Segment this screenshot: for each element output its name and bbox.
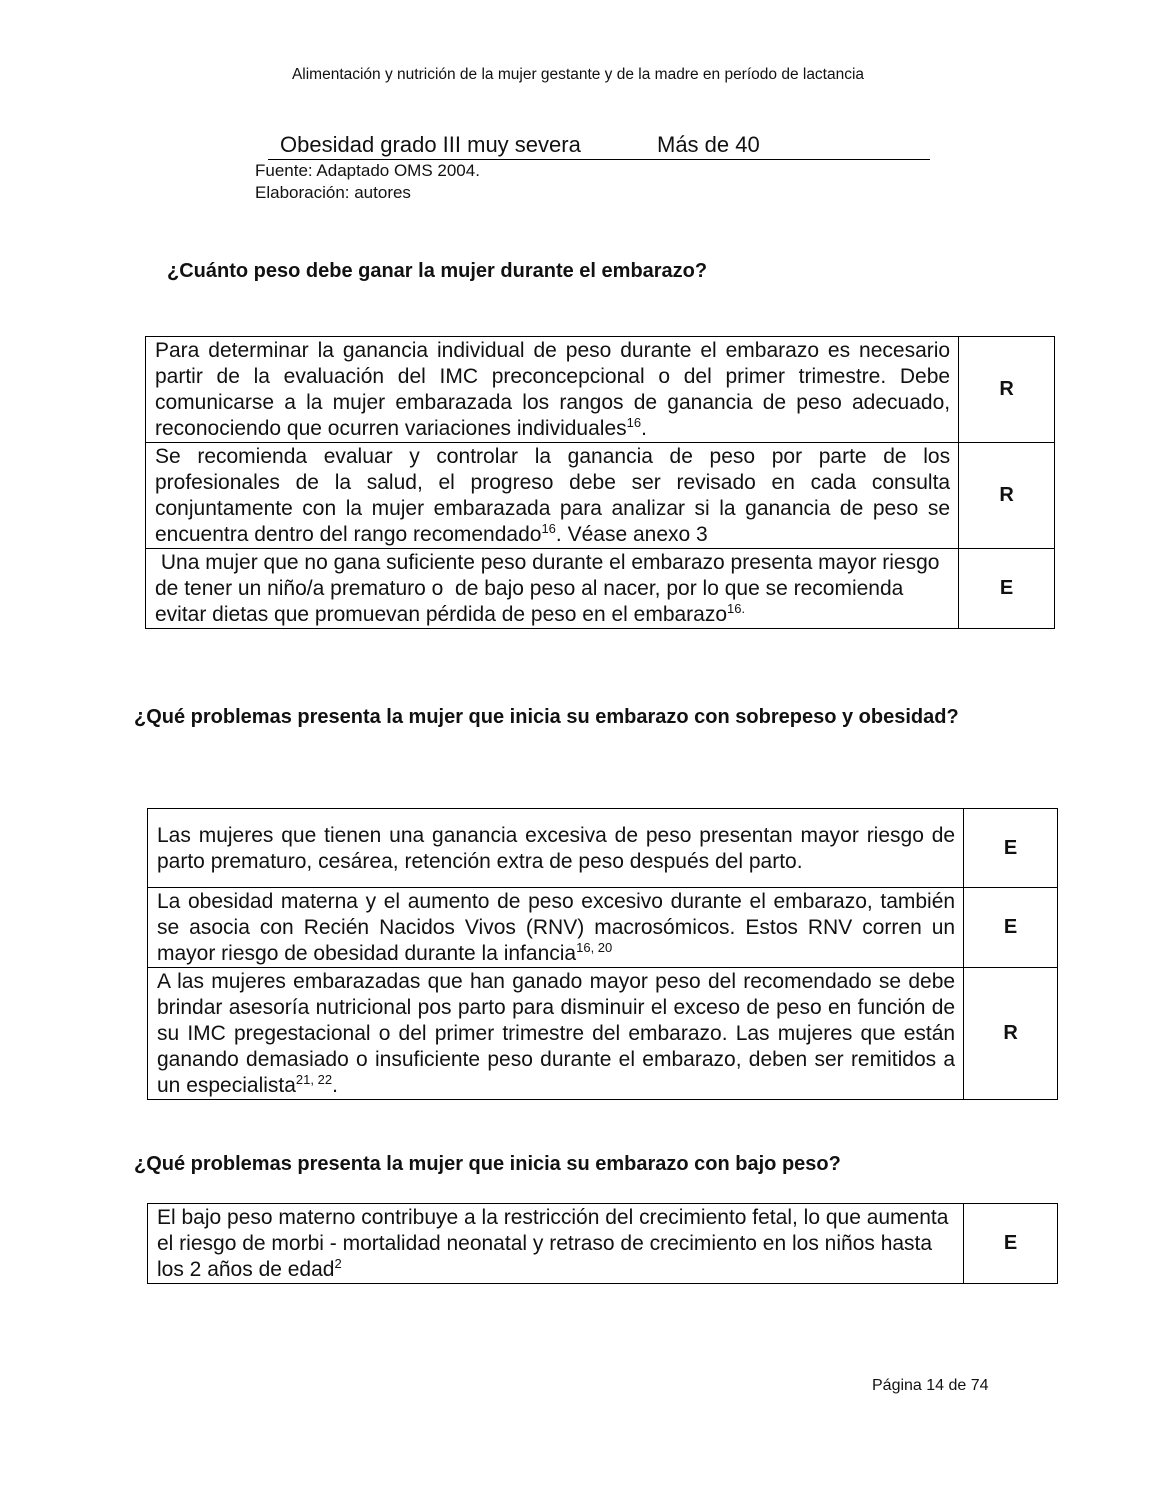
table-row [146, 443, 1055, 549]
evidence-text: La obesidad materna y el aumento de peso excesivo durante el embarazo, también se asocia con Recién Nacidos Vivos (RNV) macrosómicos. Estos RNV corren un mayor riesgo de obesidad durante la infancia$^{16, 20}$ [148, 888, 964, 968]
table-row [148, 809, 1058, 888]
evidence-level: E [964, 1204, 1058, 1284]
evidence-level: R [964, 968, 1058, 1100]
evidence-table-weight-gain [145, 336, 1055, 629]
running-header: Alimentación y nutrición de la mujer gestante y de la madre en período de lactancia [291, 66, 865, 83]
section-question-overweight: ¿Qué problemas presenta la mujer que inicia su embarazo con sobrepeso y obesidad? [134, 706, 959, 728]
elaboration-note: Elaboración: autores [255, 183, 411, 202]
evidence-level: R [959, 337, 1055, 443]
table-row [146, 549, 1055, 629]
section-question-underweight: ¿Qué problemas presenta la mujer que inicia su embarazo con bajo peso? [134, 1153, 841, 1175]
table-row [148, 968, 1058, 1100]
evidence-level: E [964, 888, 1058, 968]
bmi-value: Más de 40 [657, 132, 760, 157]
evidence-level: E [959, 549, 1055, 629]
evidence-text: Las mujeres que tienen una ganancia excesiva de peso presentan mayor riesgo de parto prematuro, cesárea, retención extra de peso después del parto. [148, 809, 964, 888]
table-row [146, 337, 1055, 443]
evidence-text: A las mujeres embarazadas que han ganado mayor peso del recomendado se debe brindar asesoría nutricional pos parto para disminuir el exceso de peso en función de su IMC pregestacional o del primer trimestre del embarazo. Las mujeres que están ganando demasiado o insuficiente peso durante el embarazo, deben ser remitidos a un especialista$^{21, 22}$. [148, 968, 964, 1100]
evidence-text: Para determinar la ganancia individual de peso durante el embarazo es necesario partir de la evaluación del IMC preconcepcional o del primer trimestre. Debe comunicarse a la mujer embarazada los rangos de ganancia de peso adecuado, reconociendo que ocurren variaciones individuales$^{16}$. [146, 337, 959, 443]
bmi-category: Obesidad grado III muy severa [280, 132, 581, 157]
evidence-table-underweight [147, 1203, 1058, 1284]
evidence-level: R [959, 443, 1055, 549]
bmi-classification-row [268, 132, 930, 160]
table-row [148, 888, 1058, 968]
table-row [148, 1204, 1058, 1284]
evidence-text: Una mujer que no gana suficiente peso durante el embarazo presenta mayor riesgo de tener un niño/a prematuro o de bajo peso al nacer, por lo que se recomienda evitar dietas que promuevan pérdida de peso en el embarazo$^{16.}$ [146, 549, 959, 629]
source-note: Fuente: Adaptado OMS 2004. [255, 161, 480, 180]
page-number: Página 14 de 74 [872, 1377, 989, 1394]
evidence-text: El bajo peso materno contribuye a la restricción del crecimiento fetal, lo que aumenta el riesgo de morbi - mortalidad neonatal y retraso de crecimiento en los niños hasta los 2 años de edad$^2$ [148, 1204, 964, 1284]
evidence-text: Se recomienda evaluar y controlar la ganancia de peso por parte de los profesionales de la salud, el progreso debe ser revisado en cada consulta conjuntamente con la mujer embarazada para analizar si la ganancia de peso se encuentra dentro del rango recomendado$^{16}$. Véase anexo 3 [146, 443, 959, 549]
section-question-weight-gain: ¿Cuánto peso debe ganar la mujer durante el embarazo? [167, 260, 708, 282]
evidence-table-overweight [147, 808, 1058, 1100]
evidence-level: E [964, 809, 1058, 888]
